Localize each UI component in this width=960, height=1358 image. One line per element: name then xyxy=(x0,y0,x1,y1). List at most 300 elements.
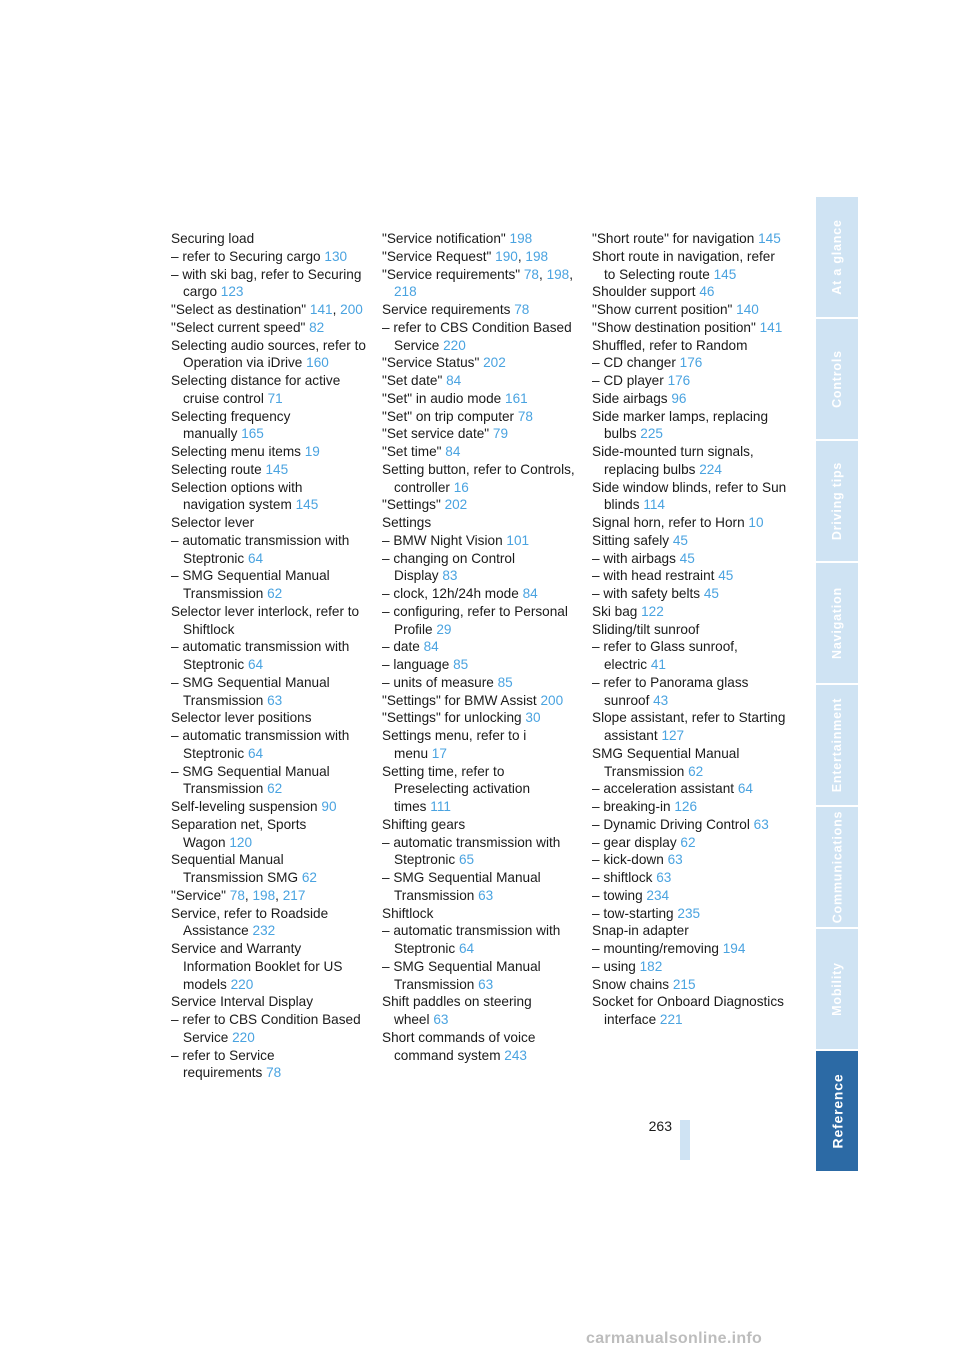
index-entry xyxy=(592,993,788,1029)
page-link[interactable]: 90 xyxy=(321,799,337,814)
page-link[interactable]: 65 xyxy=(459,852,475,868)
index-entry xyxy=(171,816,367,852)
index-entry-text: – with airbags xyxy=(592,550,676,566)
index-entry-text: Selecting route xyxy=(171,461,262,477)
index-entry-text: – CD changer xyxy=(592,355,676,371)
page-link[interactable]: 64 xyxy=(248,745,264,761)
index-entry xyxy=(171,230,367,248)
page-link[interactable]: 30 xyxy=(525,710,541,726)
page-link[interactable]: 85 xyxy=(497,674,513,690)
page-link[interactable]: 235 xyxy=(677,905,701,921)
index-entry-text: – refer to Service requirements xyxy=(171,1047,275,1081)
index-column-1 xyxy=(171,230,367,1082)
index-entry-text: Settings xyxy=(382,515,432,530)
page-link[interactable]: 62 xyxy=(680,834,696,850)
index-entry-text: – date xyxy=(382,639,420,655)
index-entry xyxy=(382,709,578,727)
page-link[interactable]: 202 xyxy=(483,355,506,371)
index-entry-text: – kick-down xyxy=(592,852,664,868)
index-entry xyxy=(171,763,367,799)
page-number-bar xyxy=(680,1120,690,1160)
index-entry-text: – towing xyxy=(592,887,643,903)
index-entry xyxy=(592,408,788,444)
page-link[interactable]: 46 xyxy=(699,284,715,300)
index-entry-text: Side marker lamps, replacing bulbs xyxy=(592,408,769,442)
index-entry xyxy=(592,780,788,798)
page-link[interactable]: 220 xyxy=(443,337,466,353)
sidebar-tab-navigation[interactable] xyxy=(816,563,858,683)
index-entry xyxy=(171,266,367,302)
index-entry-text: "Set date" xyxy=(382,373,443,388)
index-entry xyxy=(382,354,578,372)
index-entry xyxy=(382,727,578,763)
sidebar-tab-reference[interactable] xyxy=(816,1051,858,1171)
page-link[interactable]: 198 xyxy=(509,231,533,246)
index-column-2 xyxy=(382,230,578,1064)
index-entry-text: – changing on Control Display xyxy=(382,550,516,584)
page-link[interactable]: 198 xyxy=(252,887,276,903)
page-link[interactable]: 84 xyxy=(445,444,461,459)
sidebar-tab-label: Navigation xyxy=(830,587,844,659)
sidebar-tab-label: Driving tips xyxy=(830,461,845,541)
index-entry xyxy=(382,922,578,958)
page-link[interactable]: 141 xyxy=(309,302,333,317)
index-entry-text: Shoulder support xyxy=(592,284,696,300)
index-entry-text: – tow-starting xyxy=(592,905,674,921)
index-entry-text: Setting time, refer to Preselecting activation times xyxy=(382,763,531,814)
sidebar-tab-label: Entertainment xyxy=(830,697,845,793)
page-link[interactable]: 232 xyxy=(252,923,276,939)
index-entry-text: – units of measure xyxy=(382,674,494,690)
index-entry-text: – automatic transmission with Steptronic xyxy=(382,834,561,868)
page-link[interactable]: 127 xyxy=(661,728,685,743)
page-link[interactable]: 145 xyxy=(295,497,319,513)
index-entry-text: "Select as destination" xyxy=(171,302,307,317)
index-entry-text: Slope assistant, refer to Starting assistant xyxy=(592,710,786,743)
index-entry xyxy=(592,390,788,408)
index-entry-text: – Dynamic Driving Control xyxy=(592,816,750,832)
index-entry xyxy=(171,461,367,479)
index-entry: "Service" 78, 198, 217 xyxy=(171,887,306,903)
sidebar-tab-label: Reference xyxy=(829,1073,845,1149)
sidebar-tab-mobility[interactable] xyxy=(816,929,858,1049)
section-tabs xyxy=(816,197,858,1173)
sidebar-tab-label: At a glance xyxy=(830,219,844,295)
index-entry-text: Socket for Onboard Diagnostics interface xyxy=(592,994,784,1027)
index-entry xyxy=(171,603,367,639)
index-entry xyxy=(592,869,788,887)
index-entry xyxy=(171,993,367,1011)
page-link[interactable]: 176 xyxy=(679,355,703,371)
index-entry-text: – refer to CBS Condition Based Service xyxy=(382,319,572,353)
index-entry-text: – refer to Glass sunroof, electric xyxy=(592,639,738,672)
page-link[interactable]: 221 xyxy=(659,1012,683,1027)
page-link[interactable]: 111 xyxy=(430,799,451,814)
page-link[interactable]: 217 xyxy=(282,887,306,903)
index-entry-text: – gear display xyxy=(592,834,677,850)
index-entry-text: – clock, 12h/24h mode xyxy=(382,586,519,601)
page-link[interactable]: 78 xyxy=(517,408,533,424)
page-link[interactable]: 82 xyxy=(309,319,325,335)
index-entry xyxy=(592,567,788,585)
page-link[interactable]: 62 xyxy=(267,586,283,601)
index-entry-text: – SMG Sequential Manual Transmission xyxy=(171,568,330,601)
index-entry-text: "Service" xyxy=(171,887,226,903)
index-entry-text: – with head restraint xyxy=(592,568,715,584)
page-link[interactable]: 190 xyxy=(495,248,518,264)
index-entry-text: "Service requirements" xyxy=(382,266,521,282)
page-link[interactable]: 141 xyxy=(759,319,783,335)
page-link[interactable]: 165 xyxy=(241,426,264,442)
index-entry-text: Shift paddles on steering wheel xyxy=(382,994,532,1027)
index-entry-text: "Service notification" xyxy=(382,231,506,246)
index-entry-text: "Settings" for BMW Assist xyxy=(382,692,537,708)
index-entry xyxy=(171,851,367,887)
sidebar-tab-communications[interactable] xyxy=(816,807,858,927)
index-entry-text: Side window blinds, refer to Sun blinds xyxy=(592,479,787,513)
index-entry xyxy=(382,408,578,426)
index-entry-text: – CD player xyxy=(592,373,664,388)
page-link[interactable]: 84 xyxy=(446,373,462,388)
index-entry xyxy=(592,621,788,639)
page-link[interactable]: 218 xyxy=(394,284,417,300)
index-entry xyxy=(592,550,788,568)
index-entry xyxy=(592,976,788,994)
index-entry-text: "Set" on trip computer xyxy=(382,408,515,424)
index-entry xyxy=(592,798,788,816)
page-link[interactable]: 122 xyxy=(641,603,664,619)
index-entry xyxy=(382,301,578,319)
page-link[interactable]: 19 xyxy=(304,444,320,459)
page-link[interactable]: 64 xyxy=(737,781,753,797)
index-entry-text: – breaking-in xyxy=(592,799,671,814)
index-entry-text: – with safety belts xyxy=(592,586,701,601)
index-entry-text: Selecting distance for active cruise control xyxy=(171,373,341,406)
page-link[interactable]: 62 xyxy=(267,781,283,797)
page-link[interactable]: 220 xyxy=(232,1029,255,1045)
index-entry-text: "Settings" xyxy=(382,497,441,513)
page-link[interactable]: 71 xyxy=(267,390,283,406)
index-entry-text: SMG Sequential Manual Transmission xyxy=(592,745,740,779)
index-entry xyxy=(592,638,788,674)
index-entry-text: – SMG Sequential Manual Transmission xyxy=(382,870,541,903)
index-entry-text: Short route in navigation, refer to Selecting route xyxy=(592,248,775,282)
sidebar-tab-label: Controls xyxy=(830,350,845,408)
index-entry-text: "Show current position" xyxy=(592,302,733,317)
page-link[interactable]: 243 xyxy=(504,1047,527,1063)
index-entry xyxy=(382,656,578,674)
index-entry-text: – SMG Sequential Manual Transmission xyxy=(382,958,541,992)
page-link[interactable]: 176 xyxy=(667,373,691,388)
page-link[interactable]: 161 xyxy=(505,390,528,406)
index-entry xyxy=(382,674,578,692)
index-entry xyxy=(592,834,788,852)
sidebar-tab-label: Communications xyxy=(830,810,845,924)
index-entry xyxy=(171,567,367,603)
index-entry-text: Snow chains xyxy=(592,976,670,992)
page-link[interactable]: 17 xyxy=(431,745,447,761)
page-link[interactable]: 64 xyxy=(248,657,264,672)
index-entry xyxy=(382,834,578,870)
page-link[interactable]: 62 xyxy=(688,763,704,779)
index-entry xyxy=(592,905,788,923)
page-link[interactable]: 62 xyxy=(301,870,317,885)
index-entry xyxy=(171,514,367,532)
index-entry xyxy=(592,851,788,869)
index-entry xyxy=(382,869,578,905)
index-entry xyxy=(382,461,578,497)
index-column-3 xyxy=(592,230,788,1029)
index-entry-text: – with ski bag, refer to Securing cargo xyxy=(171,266,362,300)
index-entry xyxy=(171,443,367,461)
index-entry-text: "Set time" xyxy=(382,444,442,459)
page-link[interactable]: 63 xyxy=(753,816,769,832)
index-entry-text: – SMG Sequential Manual Transmission xyxy=(171,674,330,708)
page-link[interactable]: 200 xyxy=(340,302,363,317)
index-entry xyxy=(171,319,367,337)
index-entry xyxy=(382,443,578,461)
page-link[interactable]: 120 xyxy=(229,834,253,850)
index-entry-text: Signal horn, refer to Horn xyxy=(592,515,745,530)
index-entry-text: Service Interval Display xyxy=(171,994,314,1010)
page-link[interactable]: 101 xyxy=(506,532,530,548)
index-entry-text: Shifting gears xyxy=(382,816,466,832)
index-entry xyxy=(382,1029,578,1065)
index-entry-text: – acceleration assistant xyxy=(592,781,735,797)
index-entry xyxy=(592,585,788,603)
index-entry-text: – language xyxy=(382,657,450,672)
page-link[interactable]: 145 xyxy=(265,461,289,477)
index-entry xyxy=(171,638,367,674)
index-entry xyxy=(592,709,788,745)
index-entry xyxy=(382,425,578,443)
index-entry xyxy=(592,354,788,372)
index-entry-text: Service, refer to Roadside Assistance xyxy=(171,905,329,939)
index-entry xyxy=(592,816,788,834)
index-entry-text: Ski bag xyxy=(592,603,638,619)
index-entry xyxy=(382,550,578,586)
page-link[interactable]: 220 xyxy=(230,976,254,992)
index-entry xyxy=(382,692,578,710)
index-entry xyxy=(592,887,788,905)
index-entry xyxy=(382,372,578,390)
index-entry-text: "Set service date" xyxy=(382,426,490,442)
index-entry-text: "Service Request" xyxy=(382,248,492,264)
index-entry xyxy=(171,1011,367,1047)
page-link[interactable]: 79 xyxy=(492,426,509,442)
index-entry-text: "Show destination position" xyxy=(592,319,756,335)
index-entry xyxy=(382,905,578,923)
index-entry-text: Self-leveling suspension xyxy=(171,799,318,814)
page-link[interactable]: 45 xyxy=(718,568,734,584)
page-number: 263 xyxy=(648,1118,672,1134)
index-entry xyxy=(382,532,578,550)
index-entry-text: "Service Status" xyxy=(382,355,480,371)
index-entry-text: – BMW Night Vision xyxy=(382,532,503,548)
index-entry-text: "Settings" for unlocking xyxy=(382,710,522,726)
index-entry xyxy=(171,337,367,373)
page-link[interactable]: 215 xyxy=(672,976,696,992)
index-entry-text: – refer to CBS Condition Based Service xyxy=(171,1012,361,1045)
index-entry xyxy=(592,514,788,532)
index-entry-text: – automatic transmission with Steptronic xyxy=(171,728,350,761)
page-link[interactable]: 225 xyxy=(640,426,663,442)
page-link[interactable]: 84 xyxy=(423,639,439,655)
index-entry xyxy=(171,940,367,993)
page-link[interactable]: 145 xyxy=(713,266,737,282)
index-entry-text: Service and Warranty Information Booklet for US models xyxy=(171,941,343,992)
page-link[interactable]: 234 xyxy=(646,887,670,903)
page-link[interactable]: 78 xyxy=(229,887,245,903)
index-entry-text: Shiftlock xyxy=(382,905,434,921)
index-entry xyxy=(171,372,367,408)
index-entry xyxy=(171,408,367,444)
index-entry: "Service requirements" 78, 198, 218 xyxy=(382,266,574,300)
index-entry-text: – automatic transmission with Steptronic xyxy=(171,532,350,566)
index-entry xyxy=(592,230,788,248)
page-link[interactable]: 224 xyxy=(699,461,722,477)
index-entry-text: – configuring, refer to Personal Profile xyxy=(382,603,568,637)
page-link[interactable]: 78 xyxy=(514,302,530,317)
index-entry-text: Side airbags xyxy=(592,390,668,406)
sidebar-tab-at-a-glance[interactable] xyxy=(816,197,858,317)
index-entry xyxy=(382,390,578,408)
page-link[interactable]: 114 xyxy=(643,497,665,513)
index-entry xyxy=(592,301,788,319)
page-link[interactable]: 123 xyxy=(220,284,244,300)
page-link[interactable]: 63 xyxy=(667,852,683,868)
page-link[interactable]: 84 xyxy=(522,586,538,601)
index-entry xyxy=(171,905,367,941)
index-entry xyxy=(382,319,578,355)
index-entry xyxy=(592,674,788,710)
index-entry xyxy=(171,798,367,816)
index-entry xyxy=(382,763,578,816)
page-link[interactable]: 45 xyxy=(672,532,688,548)
sidebar-tab-entertainment[interactable] xyxy=(816,685,858,805)
index-entry-text: Snap-in adapter xyxy=(592,923,689,939)
index-entry xyxy=(171,479,367,515)
index-entry-text: Selector lever xyxy=(171,515,255,530)
index-entry xyxy=(592,319,788,337)
page-link[interactable]: 78 xyxy=(523,266,539,282)
index-entry-text: Sliding/tilt sunroof xyxy=(592,621,700,637)
index-entry-text: Selecting menu items xyxy=(171,444,301,459)
index-entry-text: Selector lever positions xyxy=(171,710,312,726)
index-entry xyxy=(382,230,578,248)
index-entry xyxy=(171,727,367,763)
watermark: carmanualsonline.info xyxy=(586,1330,763,1347)
index-entry xyxy=(592,745,788,781)
index-entry xyxy=(171,674,367,710)
index-entry-text: – mounting/removing xyxy=(592,941,719,956)
page-link[interactable]: 63 xyxy=(433,1012,449,1027)
index-entry-text: Short commands of voice command system xyxy=(382,1029,536,1063)
index-entry xyxy=(382,638,578,656)
page-link[interactable]: 194 xyxy=(722,941,746,956)
page-link[interactable]: 85 xyxy=(453,657,469,672)
index-entry-text: Service requirements xyxy=(382,302,511,317)
page-link[interactable]: 63 xyxy=(478,976,494,992)
page-link[interactable]: 140 xyxy=(736,302,759,317)
page-link[interactable]: 63 xyxy=(656,870,672,885)
page-link[interactable]: 63 xyxy=(267,692,283,708)
index-entry-text: Settings menu, refer to i menu xyxy=(382,728,527,761)
page-link[interactable]: 198 xyxy=(546,266,570,282)
index-entry xyxy=(592,940,788,958)
index-entry xyxy=(382,993,578,1029)
index-entry xyxy=(382,816,578,834)
index-entry xyxy=(592,372,788,390)
index-entry-text: – automatic transmission with Steptronic xyxy=(382,923,561,956)
index-entry xyxy=(382,958,578,994)
index-entry-text: Setting button, refer to Controls, controller xyxy=(382,461,575,495)
page-link[interactable]: 10 xyxy=(748,515,764,530)
index-entry-text: – refer to Securing cargo xyxy=(171,248,321,264)
page-link[interactable]: 198 xyxy=(525,248,549,264)
index-entry xyxy=(592,603,788,621)
index-entry xyxy=(171,1047,367,1083)
page-link[interactable]: 202 xyxy=(444,497,468,513)
page-link[interactable]: 130 xyxy=(324,248,348,264)
index-entry-text: – automatic transmission with Steptronic xyxy=(171,639,350,672)
index-entry: "Service Request" 190, 198 xyxy=(382,248,549,264)
index-entry-text: Shuffled, refer to Random xyxy=(592,337,748,353)
index-entry-text: Securing load xyxy=(171,231,255,246)
sidebar-tab-controls[interactable] xyxy=(816,319,858,439)
page-link[interactable]: 16 xyxy=(453,479,469,495)
index-entry-text: Selecting frequency manually xyxy=(171,408,291,442)
page-link[interactable]: 64 xyxy=(459,941,475,956)
page-link[interactable]: 200 xyxy=(540,692,564,708)
page-link[interactable]: 96 xyxy=(671,390,687,406)
index-entry xyxy=(592,283,788,301)
index-entry xyxy=(382,603,578,639)
page-link[interactable]: 43 xyxy=(653,692,669,708)
index-entry xyxy=(171,248,367,266)
index-entry-text: Selecting audio sources, refer to Operation via iDrive xyxy=(171,337,366,371)
index-entry-text: "Set" in audio mode xyxy=(382,390,502,406)
page-link[interactable]: 41 xyxy=(650,657,666,672)
page-link[interactable]: 63 xyxy=(478,887,494,903)
index-entry xyxy=(382,514,578,532)
page-link[interactable]: 145 xyxy=(758,231,781,246)
page-link[interactable]: 64 xyxy=(248,550,264,566)
index-entry xyxy=(171,709,367,727)
page-link[interactable]: 160 xyxy=(306,355,329,371)
sidebar-tab-label: Mobility xyxy=(830,962,844,1016)
page-link[interactable]: 182 xyxy=(639,958,663,974)
index-entry-text: Sequential Manual Transmission SMG xyxy=(171,852,299,885)
index-entry xyxy=(382,496,578,514)
page-link[interactable]: 45 xyxy=(679,550,695,566)
index-entry xyxy=(592,532,788,550)
page-link[interactable]: 83 xyxy=(442,568,458,584)
index-entry: "Select as destination" 141, 200 xyxy=(171,302,363,317)
index-entry-text: – shiftlock xyxy=(592,870,653,885)
index-entry-text: Selection options with navigation system xyxy=(171,479,303,513)
index-entry xyxy=(171,532,367,568)
index-entry-text: – refer to Panorama glass sunroof xyxy=(592,674,749,708)
page-link[interactable]: 29 xyxy=(436,621,452,637)
index-entry xyxy=(592,479,788,515)
index-entry xyxy=(592,958,788,976)
page-link[interactable]: 45 xyxy=(703,586,719,601)
page-link[interactable]: 126 xyxy=(674,799,698,814)
page-link[interactable]: 78 xyxy=(266,1065,282,1081)
sidebar-tab-driving-tips[interactable] xyxy=(816,441,858,561)
index-entry-text: "Short route" for navigation xyxy=(592,231,755,246)
